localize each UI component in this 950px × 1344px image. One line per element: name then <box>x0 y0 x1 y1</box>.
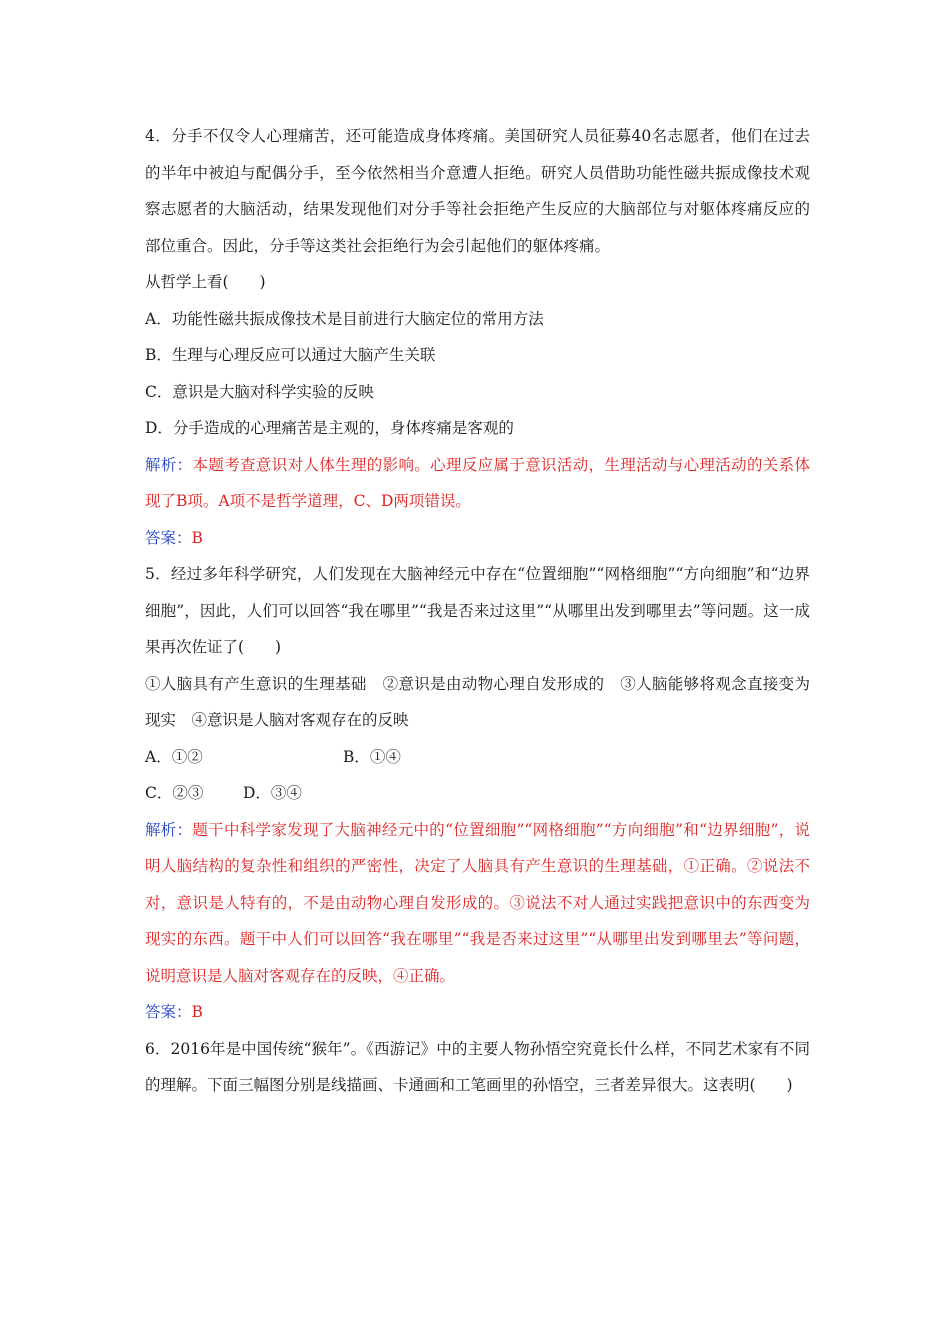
question-5-options-row-2 <box>145 775 810 812</box>
question-5-option-a: A．①② <box>145 747 203 766</box>
question-4-option-d: D．分手造成的心理痛苦是主观的，身体疼痛是客观的 <box>145 419 514 437</box>
analysis-text: 题干中科学家发现了大脑神经元中的“位置细胞”“网格细胞”“方向细胞”和“边界细胞”，说明人脑结构的复杂性和组织的严密性，决定了人脑具有产生意识的生理基础，①正确。②说法不对，意识是人特有的，不是由动物心理自发形成的。③说法不对人通过实践把意识中的东西变为现实的东西。题干中人们可以回答“我在哪里”“我是否来过这里”“从哪里出发到哪里去”等问题，说明意识是人脑对客观存在的反映，④正确。 <box>145 820 810 985</box>
answer-value: B <box>191 1003 203 1021</box>
question-5-option-d: D．③④ <box>243 784 302 802</box>
question-5-analysis <box>145 812 810 995</box>
analysis-label: 解析： <box>145 820 193 839</box>
question-5-answer <box>145 994 810 1031</box>
question-4-stem: 4．分手不仅令人心理痛苦，还可能造成身体疼痛。美国研究人员征募40名志愿者，他们在过去的半年中被迫与配偶分手，至今依然相当介意遭人拒绝。研究人员借助功能性磁共振成像技术观察志愿者的大脑活动，结果发现他们对分手等社会拒绝产生反应的大脑部位与对躯体疼痛反应的部位重合。因此，分手等这类社会拒绝行为会引起他们的躯体疼痛。 <box>145 127 810 255</box>
analysis-text: 本题考查意识对人体生理的影响。心理反应属于意识活动，生理活动与心理活动的关系体现了B项。A项不是哲学道理，C、D两项错误。 <box>145 455 810 510</box>
question-4-option-a: A．功能性磁共振成像技术是目前进行大脑定位的常用方法 <box>145 309 544 328</box>
question-5-option-c: C．②③ <box>145 784 204 802</box>
question-5-stem: 5．经过多年科学研究，人们发现在大脑神经元中存在“位置细胞”“网格细胞”“方向细胞”和“边界细胞”，因此，人们可以回答“我在哪里”“我是否来过这里”“从哪里出发到哪里去”等问题。这一成果再次佐证了( ) <box>145 565 810 656</box>
question-6-stem: 6．2016年是中国传统“猴年”。《西游记》中的主要人物孙悟空究竟长什么样，不同艺术家有不同的理解。下面三幅图分别是线描画、卡通画和工笔画里的孙悟空，三者差异很大。这表明( ) <box>145 1039 810 1094</box>
question-4-answer <box>145 520 810 557</box>
answer-label: 答案： <box>145 528 192 547</box>
question-4-option-c: C．意识是大脑对科学实验的反映 <box>145 382 374 401</box>
answer-value: B <box>191 528 203 547</box>
answer-label: 答案： <box>145 1003 192 1021</box>
question-4-option-b: B．生理与心理反应可以通过大脑产生关联 <box>145 346 436 364</box>
document-content <box>145 118 810 1104</box>
question-5-option-b: B．①④ <box>343 747 401 766</box>
question-5-statements: ①人脑具有产生意识的生理基础 ②意识是由动物心理自发形成的 ③人脑能够将观念直接变为现实 ④意识是人脑对客观存在的反映 <box>145 674 810 729</box>
analysis-label: 解析： <box>145 455 193 474</box>
question-4-analysis <box>145 447 810 520</box>
question-5-options-row-1 <box>145 739 810 776</box>
question-4-stem-ending: 从哲学上看( ) <box>145 273 266 291</box>
